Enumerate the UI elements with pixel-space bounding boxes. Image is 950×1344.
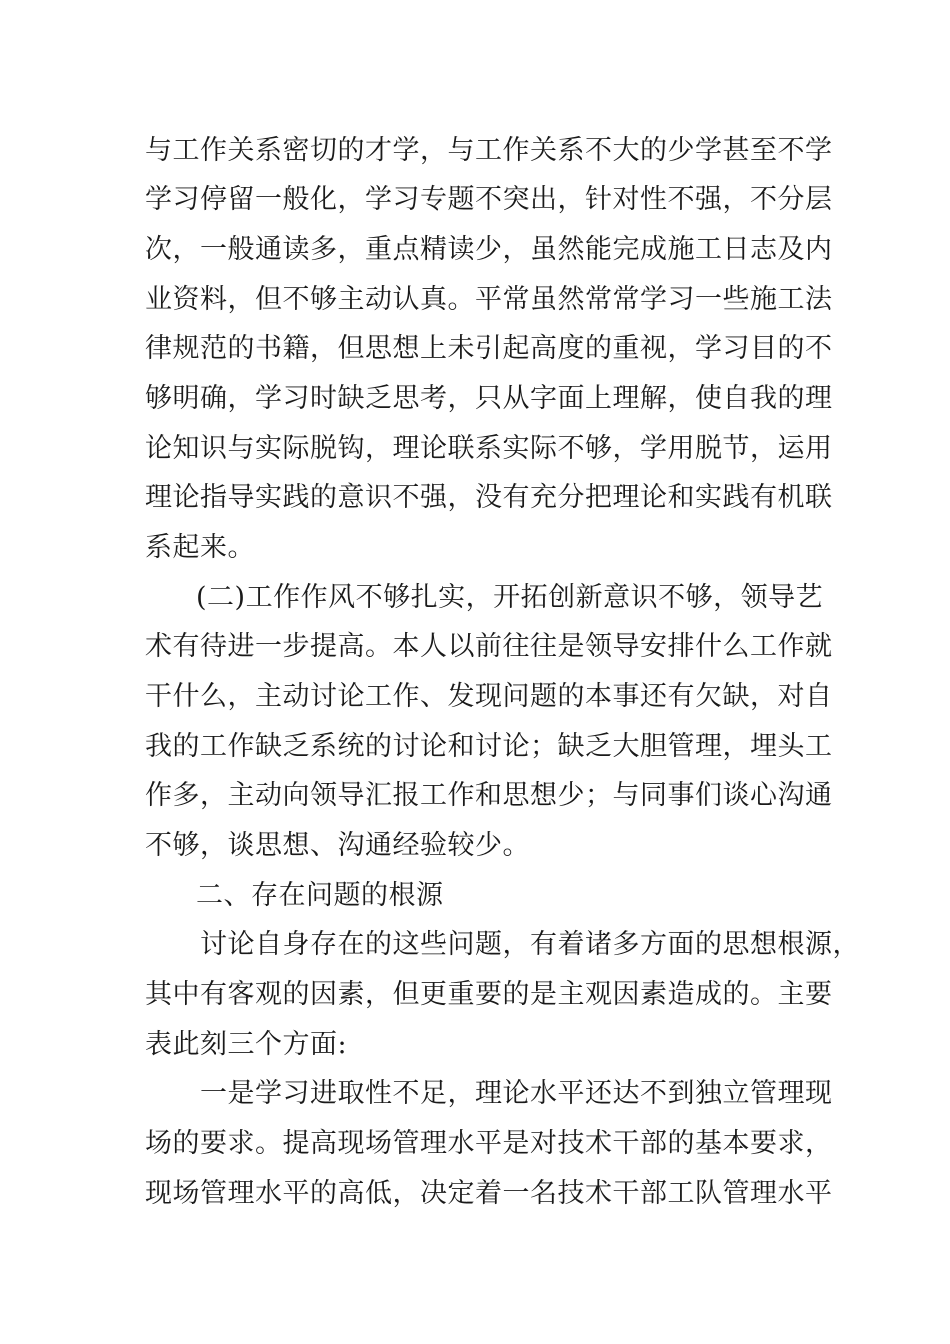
text-line: 够明确，学习时缺乏思考，只从字面上理解，使自我的理 xyxy=(145,383,833,414)
text-line: 现场管理水平的高低，决定着一名技术干部工队管理水平 xyxy=(145,1178,833,1209)
text-line: 次，一般通读多，重点精读少，虽然能完成施工日志及内 xyxy=(145,234,833,265)
text-line: 学习停留一般化，学习专题不突出，针对性不强，不分层 xyxy=(145,184,833,215)
text-line: 律规范的书籍，但思想上未引起高度的重视，学习目的不 xyxy=(145,333,833,364)
text-line: 系起来。 xyxy=(145,532,255,563)
text-line: 讨论自身存在的这些问题，有着诸多方面的思想根源， xyxy=(200,929,860,960)
text-line: 不够，谈思想、沟通经验较少。 xyxy=(145,830,530,861)
text-line: 其中有客观的因素，但更重要的是主观因素造成的。主要 xyxy=(145,979,833,1010)
section-heading: 二、存在问题的根源 xyxy=(196,880,444,911)
text-line: 术有待进一步提高。本人以前往往是领导安排什么工作就 xyxy=(145,631,833,662)
text-line: 干什么，主动讨论工作、发现问题的本事还有欠缺，对自 xyxy=(145,681,833,712)
text-line: 表此刻三个方面: xyxy=(145,1029,348,1060)
text-line: 理论指导实践的意识不强，没有充分把理论和实践有机联 xyxy=(145,482,833,513)
section-heading-line: (二)工作作风不够扎实，开拓创新意识不够，领导艺 xyxy=(196,582,824,613)
text-line: 场的要求。提高现场管理水平是对技术干部的基本要求， xyxy=(145,1128,833,1159)
text-line: 业资料，但不够主动认真。平常虽然常常学习一些施工法 xyxy=(145,284,833,315)
text-line: 我的工作缺乏系统的讨论和讨论；缺乏大胆管理，埋头工 xyxy=(145,731,833,762)
text-line: 论知识与实际脱钩，理论联系实际不够，学用脱节，运用 xyxy=(145,433,833,464)
text-line: 作多，主动向领导汇报工作和思想少；与同事们谈心沟通 xyxy=(145,780,833,811)
text-line: 一是学习进取性不足，理论水平还达不到独立管理现 xyxy=(200,1078,833,1109)
text-line: 与工作关系密切的才学，与工作关系不大的少学甚至不学 xyxy=(145,135,833,166)
